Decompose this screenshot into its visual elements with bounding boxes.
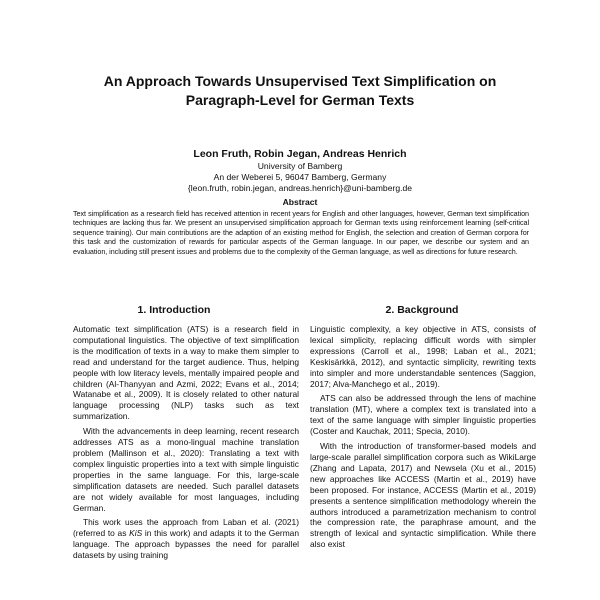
abstract-heading: Abstract: [282, 197, 318, 207]
address: An der Weberei 5, 96047 Bamberg, Germany: [213, 172, 387, 182]
title-line-1: An Approach Towards Unsupervised Text Simplification on: [103, 73, 497, 89]
kis-term: KiS: [129, 528, 143, 539]
email: {leon.fruth, robin.jegan, andreas.henrich}@uni-bamberg.de: [187, 183, 413, 193]
affiliation: University of Bamberg: [257, 161, 343, 171]
author-list: Leon Fruth, Robin Jegan, Andreas Henrich: [193, 148, 407, 160]
intro-paragraph-3: [73, 517, 299, 561]
right-column: [310, 324, 536, 554]
background-paragraph-3: With the introduction of transformer-based models and large-scale parallel simplification corpora such as WikiLarge (Zhang and Lapata, 2017) and Newsela (Xu et al., 2015) new approaches like ACCESS (Martin et al., 2019) have been proposed. For instance, ACCESS (Martin et al., 2019) presents a sentence simplification methodology wherein the authors introduced a parametrization mechanism to control the compression rate, the paraphrase amount, and the strength of lexical and syntactic simplification. While there also exist: [310, 441, 536, 550]
intro-p3-end: in this work) and adapts it to the German language. The approach bypasses the need for parallel datasets by using training: [73, 528, 299, 561]
intro-paragraph-1: Automatic text simplification (ATS) is a research field in computational linguistics. The objective of text simplification is the modification of texts in a way to make them simpler to read and understand for the target audience. Thus, helping people with low literacy levels, mentally impaired people and children (Al-Thanyyan and Azmi, 2022; Evans et al., 2014; Watanabe et al., 2009). It is closely related to other natural language processing (NLP) tasks such as text summarization.: [73, 324, 299, 422]
intro-paragraph-2: With the advancements in deep learning, recent research addresses ATS as a mono-lingual machine translation problem (Mallinson et al., 2020): Translating a text with complex linguistic properties into a text with simple linguistic properties in the same language. For this, large-scale simplification datasets are needed. Such parallel datasets are not widely available for most languages, including German.: [73, 426, 299, 513]
left-column: [73, 324, 299, 565]
background-paragraph-1: Linguistic complexity, a key objective in ATS, consists of lexical simplicity, replacing difficult words with simpler expressions (Carroll et al., 1998; Laban et al., 2021; Keskisärkkä, 2012), and syntactic simplicity, rewriting texts into simpler and more understandable sentences (Saggion, 2017; Alva-Manchego et al., 2019).: [310, 324, 536, 389]
abstract-text: Text simplification as a research field has received attention in recent years for English and other languages, however, German text simplification techniques are lacking thus far. We present an unsupervised simplification approach for German texts using reinforcement learning (self-critical sequence training). Our main contributions are the adaption of an existing method for English, the selection and creation of German corpora for this task and the customization of rewards for particular aspects of the German language. In our paper, we describe our system and an evaluation, including still present issues and problems due to the complexity of the German language, as well as directions for future research.: [73, 209, 529, 256]
paper-title: [40, 72, 560, 110]
intro-p3-start: This work uses the approach from Laban et al. (2021) (referred to as: [73, 517, 299, 539]
title-line-2: Paragraph-Level for German Texts: [185, 92, 415, 108]
introduction-heading: 1. Introduction: [137, 304, 211, 316]
background-heading: 2. Background: [385, 304, 459, 316]
background-paragraph-2: ATS can also be addressed through the lens of machine translation (MT), where a complex text is translated into a text of the same language with simpler linguistic properties (Coster and Kauchak, 2011; Specia, 2010).: [310, 393, 536, 437]
